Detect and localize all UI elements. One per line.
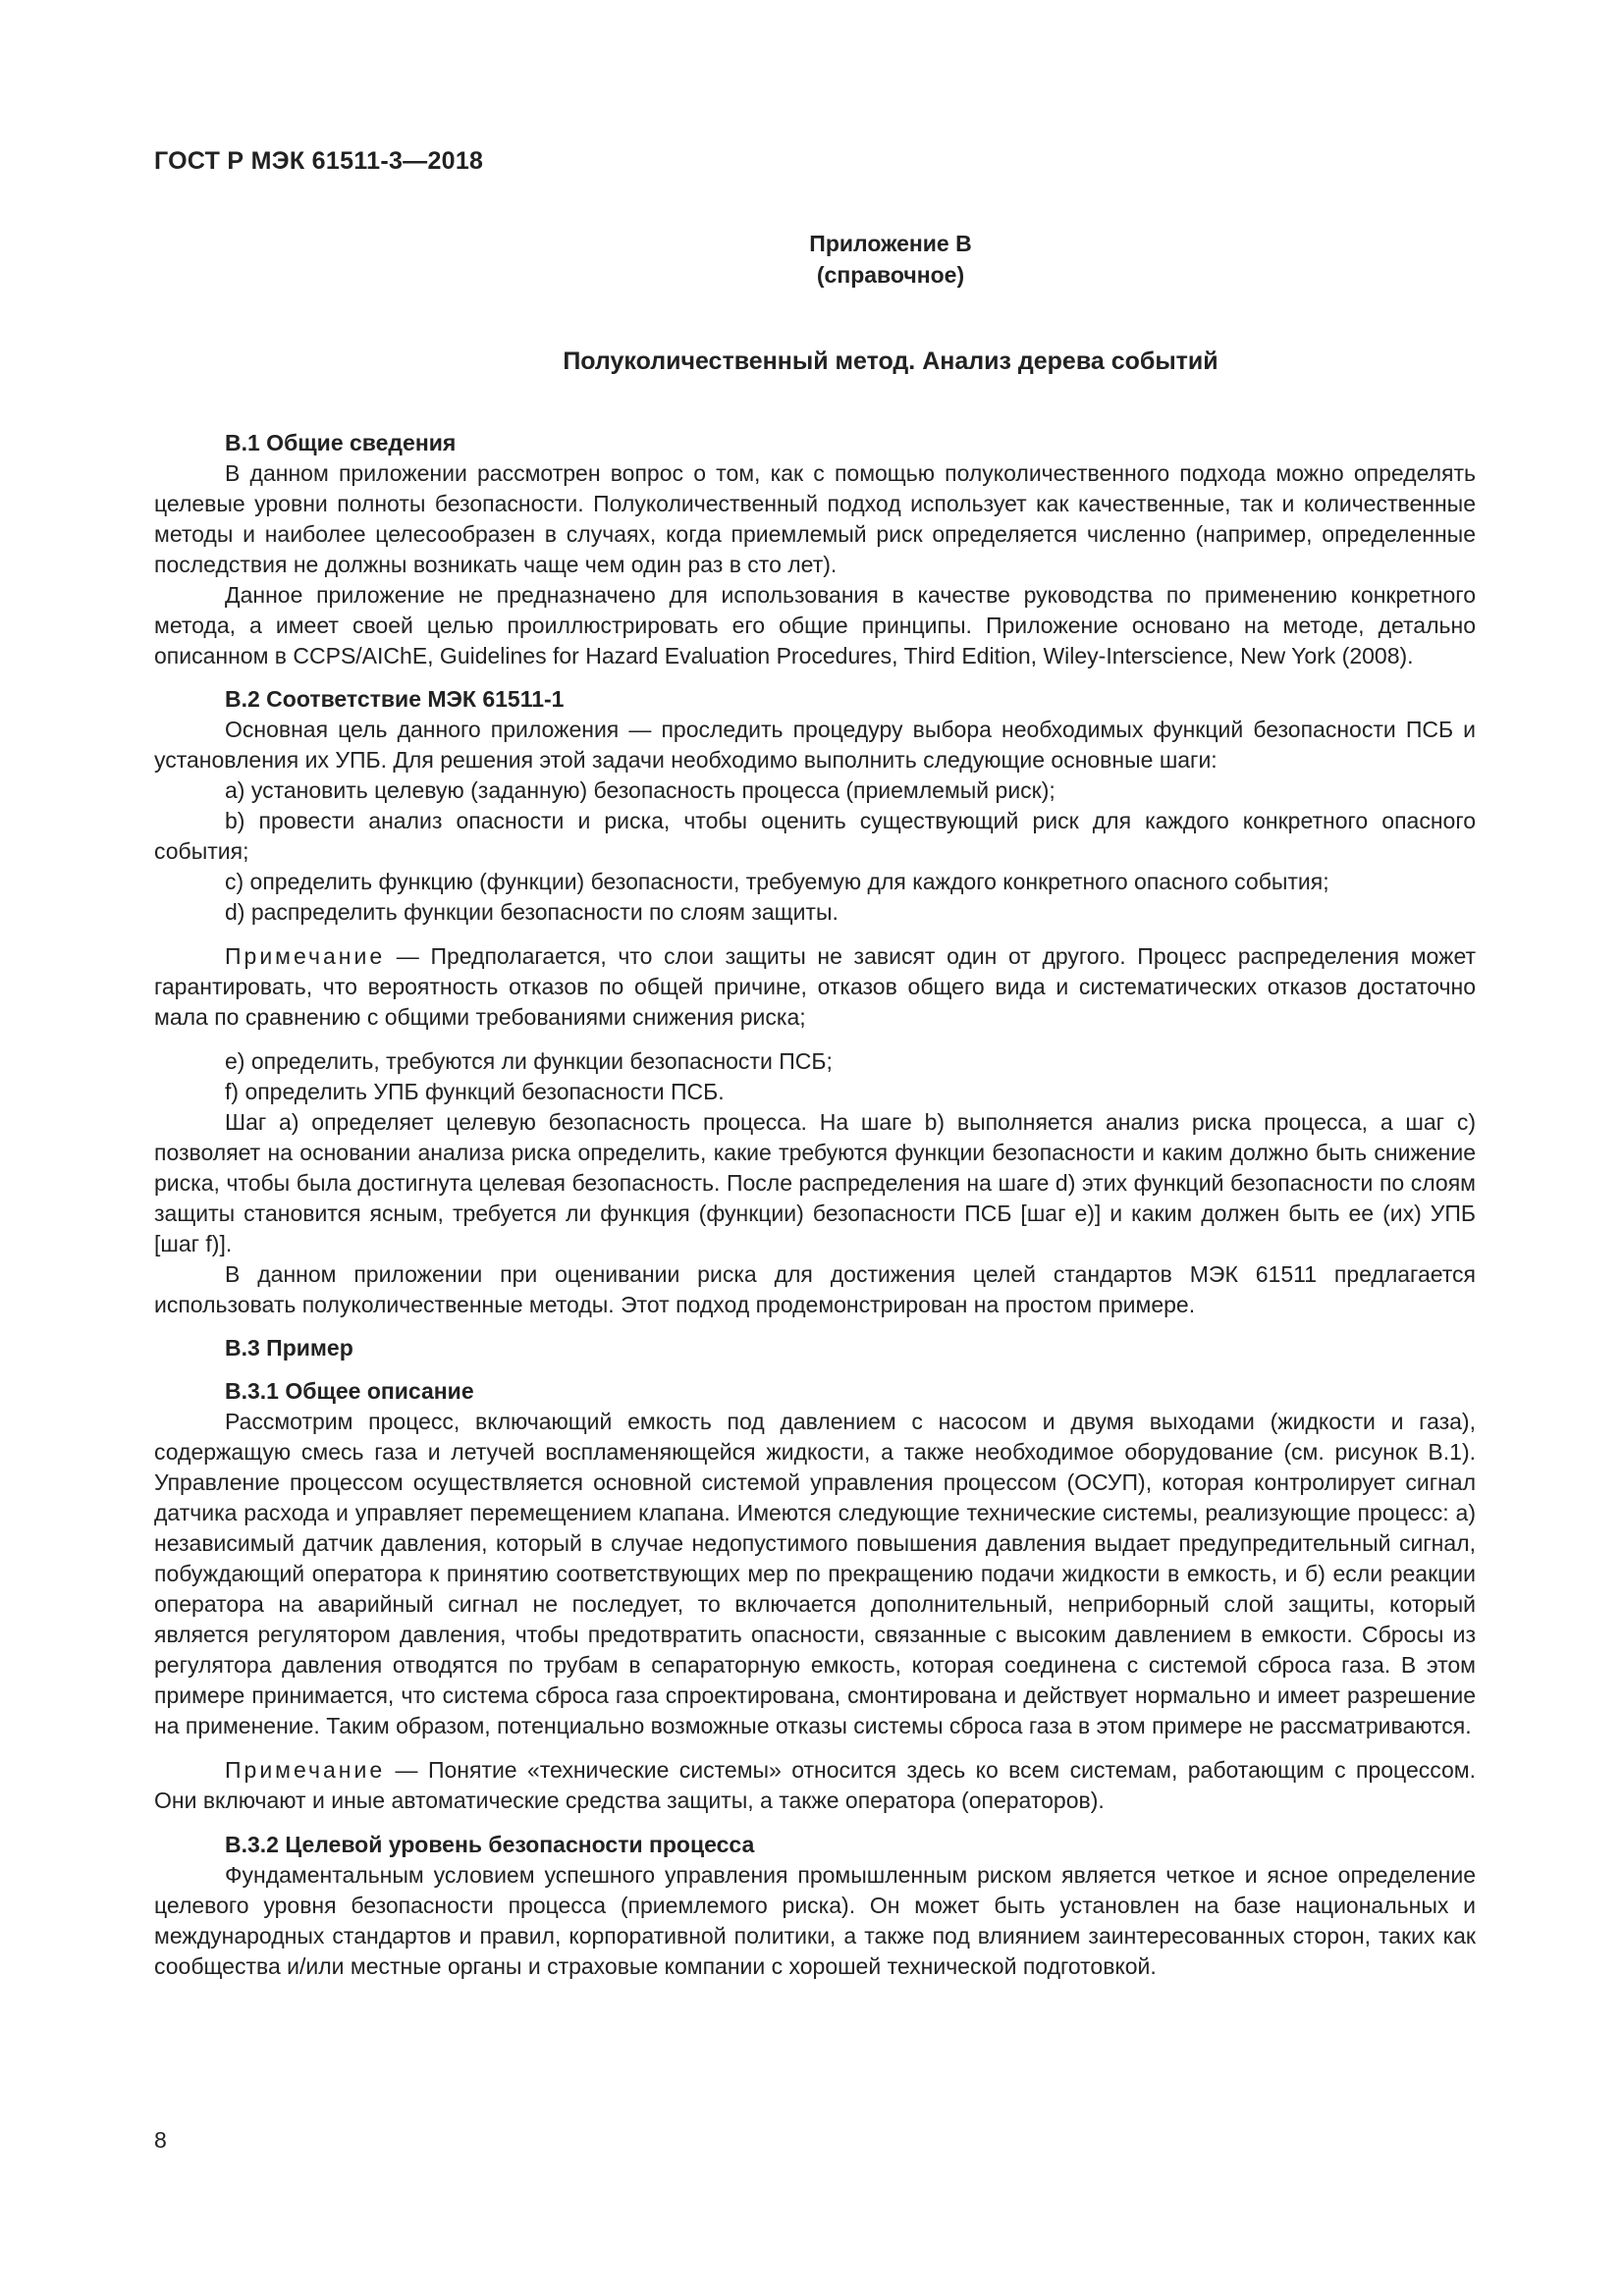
section-heading-b1: В.1 Общие сведения bbox=[225, 430, 457, 455]
note bbox=[154, 1755, 1476, 1816]
list-item: b) провести анализ опасности и риска, чтобы оценить существующий риск для каждого конкретного опасного события; bbox=[154, 808, 1476, 864]
list-item: d) распределить функции безопасности по слоям защиты. bbox=[225, 899, 839, 925]
section-heading-b2: В.2 Соответствие МЭК 61511-1 bbox=[225, 686, 565, 712]
appendix-title: Полуколичественный метод. Анализ дерева событий bbox=[563, 347, 1218, 375]
note-text: — Предполагается, что слои защиты не зависят один от другого. Процесс распределения может гарантировать, что вероятность отказов по общей причине, отказов общего вида и систематических отказов достаточно мала по сравнению с общими требованиями снижения риска; bbox=[154, 943, 1476, 1030]
paragraph: В данном приложении при оценивании риска для достижения целей стандартов МЭК 61511 предлагается использовать полуколичественные методы. Этот подход продемонстрирован на простом примере. bbox=[154, 1261, 1476, 1317]
subsection-heading-b32: В.3.2 Целевой уровень безопасности процесса bbox=[225, 1832, 755, 1857]
paragraph: Данное приложение не предназначено для использования в качестве руководства по применению конкретного метода, а имеет своей целью проиллюстрировать его общие принципы. Приложение основано на методе, детально описанном в CCPS/AIChE, Guidelines for Hazard Evaluation Procedures, Third Edition, Wiley-Interscience, New York (2008). bbox=[154, 582, 1476, 668]
appendix-label: Приложение В bbox=[809, 231, 972, 256]
note-label: Примечание bbox=[225, 1757, 386, 1783]
appendix-heading bbox=[0, 228, 1624, 291]
list-item: а) установить целевую (заданную) безопасность процесса (приемлемый риск); bbox=[225, 777, 1056, 803]
list-item: c) определить функцию (функции) безопасности, требуемую для каждого конкретного опасного события; bbox=[225, 869, 1329, 894]
document-code: ГОСТ Р МЭК 61511-3—2018 bbox=[154, 147, 484, 175]
list-item: f) определить УПБ функций безопасности ПСБ. bbox=[225, 1079, 725, 1104]
document-body bbox=[154, 428, 1476, 1982]
paragraph: Рассмотрим процесс, включающий емкость под давлением с насосом и двумя выходами (жидкости и газа), содержащую смесь газа и летучей воспламеняющейся жидкости, а также необходимое оборудование (см. рисунок В.1). Управление процессом осуществляется основной системой управления процессом (ОСУП), которая контролирует сигнал датчика расхода и управляет перемещением клапана. Имеются следующие технические системы, реализующие процесс: а) независимый датчик давления, который в случае недопустимого повышения давления выдает предупредительный сигнал, побуждающий оператора к принятию соответствующих мер по прекращению подачи жидкости в емкость, и б) если реакции оператора на аварийный сигнал не последует, то включается дополнительный, неприборный слой защиты, который является регулятором давления, чтобы предотвратить опасности, связанные с высоким давлением в емкости. Сбросы из регулятора давления отводятся по трубам в сепараторную емкость, которая соединена с системой сброса газа. В этом примере принимается, что система сброса газа спроектирована, смонтирована и действует нормально и имеет разрешение на применение. Таким образом, потенциально возможные отказы системы сброса газа в этом примере не рассматриваются. bbox=[154, 1409, 1476, 1738]
note bbox=[154, 941, 1476, 1033]
section-heading-b3: В.3 Пример bbox=[225, 1335, 353, 1361]
paragraph: Фундаментальным условием успешного управления промышленным риском является четкое и ясное определение целевого уровня безопасности процесса (приемлемого риска). Он может быть установлен на базе национальных и международных стандартов и правил, корпоративной политики, а также под влиянием заинтересованных сторон, таких как сообщества и/или местные органы и страховые компании с хорошей технической подготовкой. bbox=[154, 1862, 1476, 1979]
note-label: Примечание bbox=[225, 943, 386, 969]
page-number: 8 bbox=[154, 2127, 167, 2153]
list-item: e) определить, требуются ли функции безопасности ПСБ; bbox=[225, 1048, 833, 1074]
note-text: — Понятие «технические системы» относится здесь ко всем системам, работающим с процессом. Они включают и иные автоматические средства защиты, а также оператора (операторов). bbox=[154, 1757, 1476, 1813]
paragraph: В данном приложении рассмотрен вопрос о том, как с помощью полуколичественного подхода можно определять целевые уровни полноты безопасности. Полуколичественный подход использует как качественные, так и количественные методы и наиболее целесообразен в случаях, когда приемлемый риск определяется численно (например, определенные последствия не должны возникать чаще чем один раз в сто лет). bbox=[154, 460, 1476, 577]
appendix-type: (справочное) bbox=[816, 262, 965, 288]
paragraph: Шаг а) определяет целевую безопасность процесса. На шаге b) выполняется анализ риска процесса, а шаг с) позволяет на основании анализа риска определить, какие требуются функции безопасности и каким должно быть снижение риска, чтобы была достигнута целевая безопасность. После распределения на шаге d) этих функций безопасности по слоям защиты становится ясным, требуется ли функция (функции) безопасности ПСБ [шаг е)] и каким должен быть ее (их) УПБ [шаг f)]. bbox=[154, 1109, 1476, 1256]
subsection-heading-b31: В.3.1 Общее описание bbox=[225, 1378, 474, 1404]
paragraph: Основная цель данного приложения — проследить процедуру выбора необходимых функций безопасности ПСБ и установления их УПБ. Для решения этой задачи необходимо выполнить следующие основные шаги: bbox=[154, 717, 1476, 773]
